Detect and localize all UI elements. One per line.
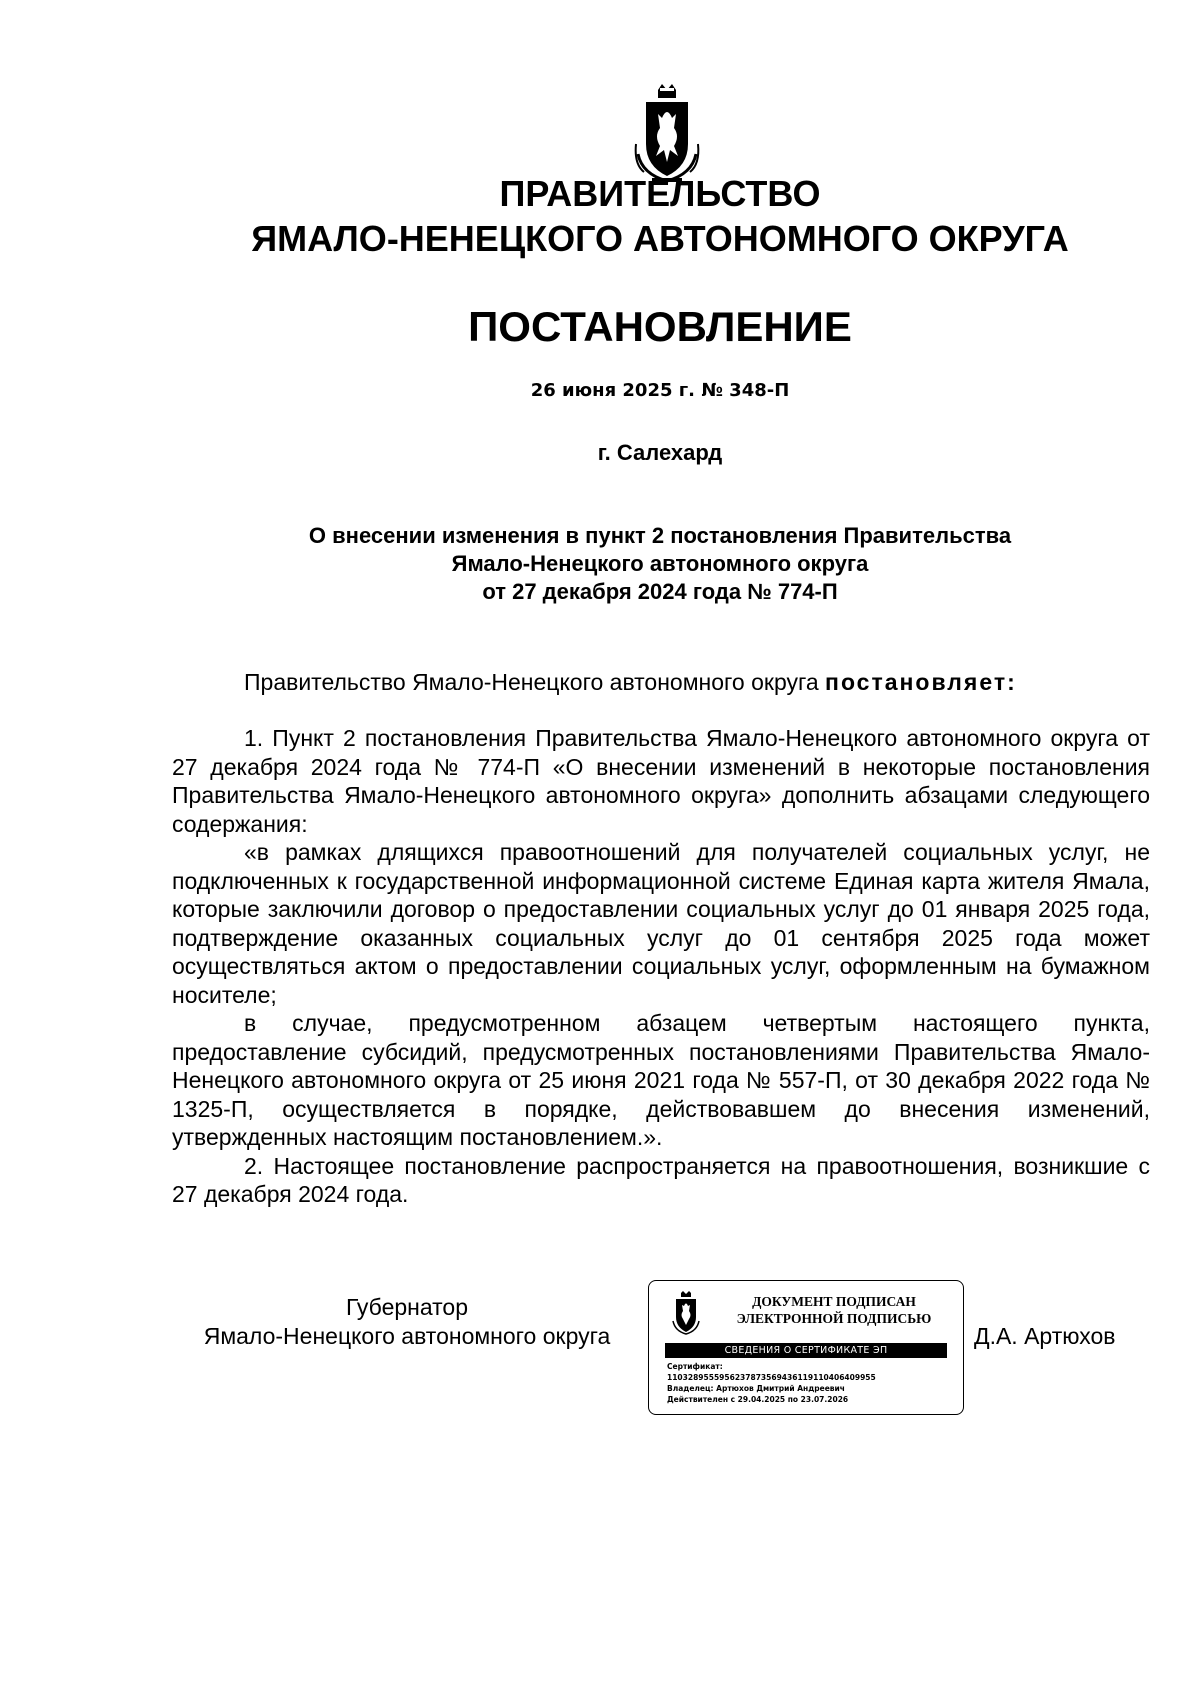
stamp-title <box>719 1293 949 1327</box>
subject-line: О внесении изменения в пункт 2 постановления Правительства <box>308 523 1012 548</box>
document-subject <box>60 522 1200 606</box>
stamp-certificate-info <box>667 1361 957 1405</box>
body-paragraph: в случае, предусмотренном абзацем четвертым настоящего пункта, предоставление субсидий, предусмотренных постановлениями Правительства Ямало-Ненецкого автономного округа от 25 июня 2021 года № 557-П, от 30 декабря 2022 года № 1325-П, осуществляется в порядке, действовавшем до внесения изменений, утвержденных настоящим постановлением.». <box>172 1010 1150 1150</box>
coat-of-arms-emblem <box>632 84 702 184</box>
stamp-title-line: ДОКУМЕНТ ПОДПИСАН <box>752 1294 916 1309</box>
stamp-certificate-bar: СВЕДЕНИЯ О СЕРТИФИКАТЕ ЭП <box>665 1343 947 1358</box>
preamble-emphasis: постановляет: <box>825 669 1017 695</box>
certificate-number: 1103289555956237873569436119110406409955 <box>667 1373 876 1382</box>
body-paragraph: «в рамках длящихся правоотношений для получателей социальных услуг, не подключенных к государственной информационной системе Единая карта жителя Ямала, которые заключили договор о предоставлении социальных услуг до 01 января 2025 года, подтверждение оказанных социальных услуг до 01 сентября 2025 года может осуществляться актом о предоставлении социальных услуг, оформленным на бумажном носителе; <box>172 839 1150 1008</box>
document-date-number: 26 июня 2025 г. № 348-П <box>530 380 790 401</box>
preamble-text: Правительство Ямало-Ненецкого автономного округа <box>244 669 826 695</box>
signatory-title: Губернатор <box>345 1294 469 1320</box>
stamp-title-line: ЭЛЕКТРОННОЙ ПОДПИСЬЮ <box>736 1311 932 1326</box>
certificate-owner: Владелец: Артюхов Дмитрий Андреевич <box>667 1384 845 1393</box>
subject-line: Ямало-Ненецкого автономного округа <box>451 551 869 576</box>
body-paragraph: 1. Пункт 2 постановления Правительства Ямало-Ненецкого автономного округа от 27 декабря 2024 года № 774-П «О внесении изменений в некоторые постановления Правительства Ямало-Ненецкого автономного округа» дополнить абзацами следующего содержания: <box>172 725 1150 837</box>
preamble <box>172 668 1150 697</box>
government-title: ПРАВИТЕЛЬСТВО <box>499 173 821 214</box>
electronic-signature-stamp <box>648 1280 964 1415</box>
certificate-validity: Действителен с 29.04.2025 по 23.07.2026 <box>667 1395 849 1404</box>
document-city: г. Салехард <box>597 440 723 465</box>
subject-line: от 27 декабря 2024 года № 774-П <box>482 579 838 604</box>
government-region-title: ЯМАЛО-НЕНЕЦКОГО АВТОНОМНОГО ОКРУГА <box>251 218 1069 259</box>
document-type: ПОСТАНОВЛЕНИЕ <box>468 303 852 350</box>
body-paragraph: 2. Настоящее постановление распространяется на правоотношения, возникшие с 27 декабря 2024 года. <box>172 1152 1150 1207</box>
coat-of-arms-icon <box>671 1291 701 1335</box>
document-body <box>172 724 1150 1209</box>
signatory-name: Д.А. Артюхов <box>974 1323 1116 1349</box>
signatory-region: Ямало-Ненецкого автономного округа <box>203 1323 611 1349</box>
signatory-position <box>172 1293 642 1351</box>
certificate-label: Сертификат: <box>667 1362 723 1371</box>
